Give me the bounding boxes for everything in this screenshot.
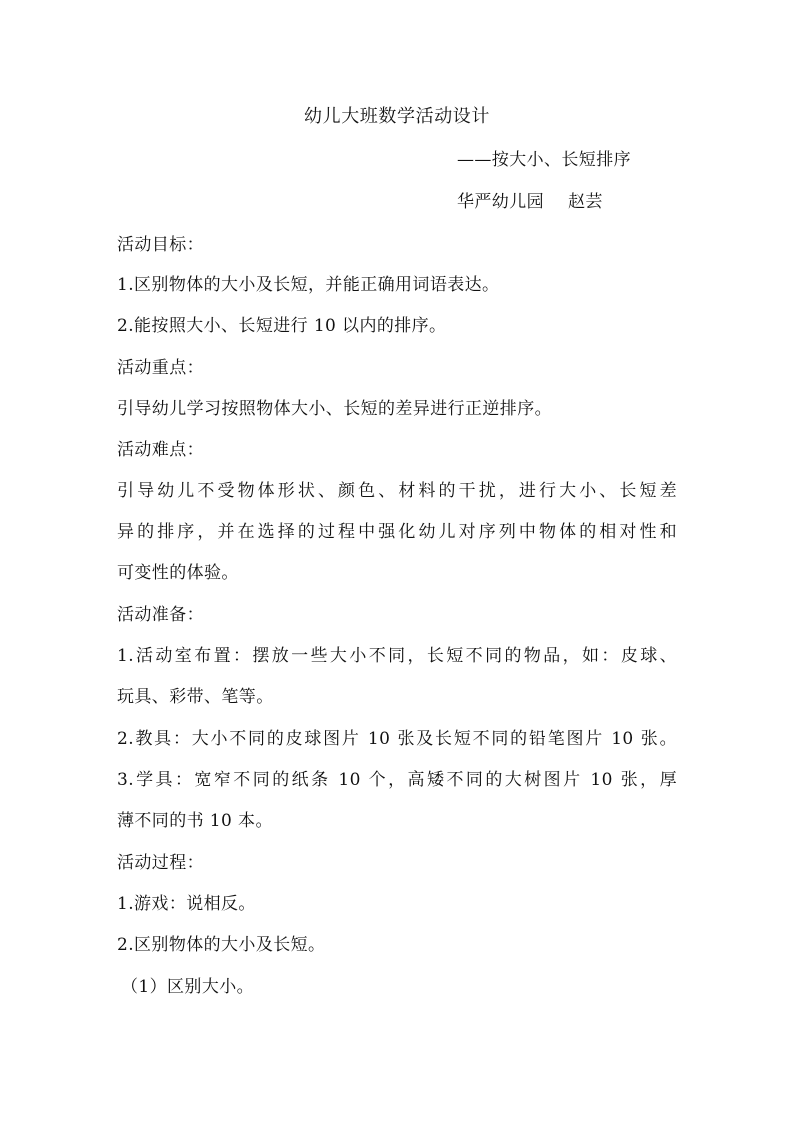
prep-3-line-1: 3.学具：宽窄不同的纸条 10 个，高矮不同的大树图片 10 张，厚 [117, 770, 677, 790]
key-point-text: 引导幼儿学习按照物体大小、长短的差异进行正逆排序。 [117, 399, 552, 419]
prep-3-line-2: 薄不同的书 10 本。 [117, 811, 273, 831]
difficulty-heading: 活动难点： [117, 440, 204, 460]
prep-1-line-2: 玩具、彩带、笔等。 [117, 687, 274, 707]
process-1: 1.游戏：说相反。 [117, 894, 256, 914]
process-2-sub-1: （1）区别大小。 [121, 977, 255, 997]
difficulty-line-3: 可变性的体验。 [117, 563, 239, 583]
difficulty-line-2: 异的排序，并在选择的过程中强化幼儿对序列中物体的相对性和 [117, 522, 677, 542]
document-subtitle: ——按大小、长短排序 [457, 150, 631, 170]
prep-2: 2.教具：大小不同的皮球图片 10 张及长短不同的铅笔图片 10 张。 [117, 729, 677, 749]
document-title: 幼儿大班数学活动设计 [304, 106, 490, 127]
preparation-heading: 活动准备： [117, 605, 204, 625]
goals-heading: 活动目标： [117, 235, 204, 255]
author-line [457, 190, 603, 214]
process-heading: 活动过程： [117, 853, 204, 873]
process-2: 2.区别物体的大小及长短。 [117, 935, 326, 955]
author-school: 华严幼儿园 [457, 192, 544, 212]
prep-1-line-1: 1.活动室布置：摆放一些大小不同，长短不同的物品，如：皮球、 [117, 646, 677, 666]
goal-2: 2.能按照大小、长短进行 10 以内的排序。 [117, 316, 447, 336]
author-name: 赵芸 [568, 192, 603, 212]
goal-1: 1.区别物体的大小及长短，并能正确用词语表达。 [117, 275, 500, 295]
key-points-heading: 活动重点： [117, 358, 204, 378]
difficulty-line-1: 引导幼儿不受物体形状、颜色、材料的干扰，进行大小、长短差 [117, 481, 677, 501]
